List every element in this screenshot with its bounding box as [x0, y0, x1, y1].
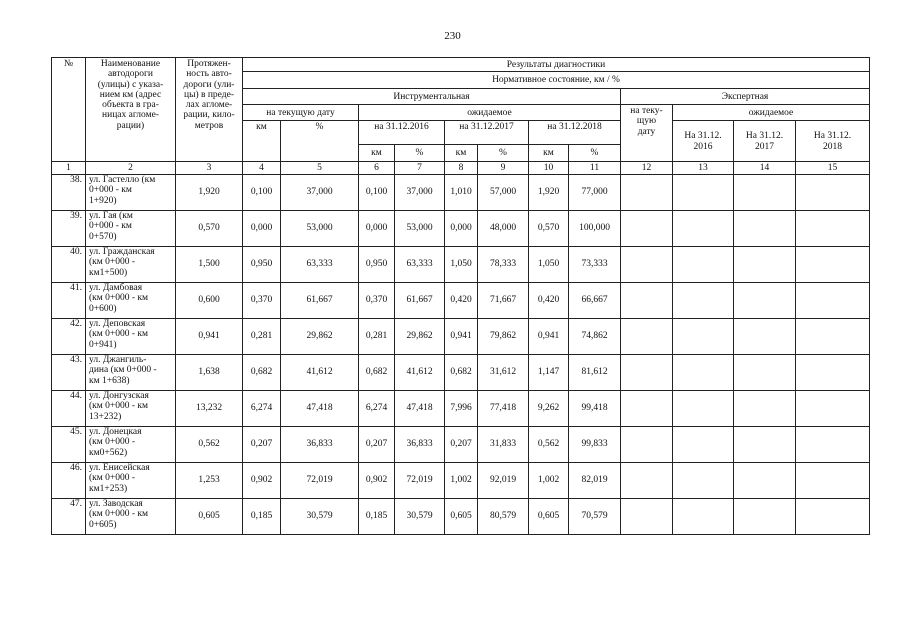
pct-2016: 41,612 — [395, 355, 445, 391]
km-current: 0,370 — [243, 283, 281, 319]
pct-2016: 72,019 — [395, 463, 445, 499]
table-row — [52, 463, 870, 499]
pct-2017: 31,833 — [478, 427, 529, 463]
column-number: 2 — [86, 162, 176, 175]
expert-2018 — [796, 355, 870, 391]
table-body — [52, 162, 870, 535]
km-2017: 0,000 — [445, 211, 478, 247]
km-2016: 0,185 — [359, 499, 395, 535]
column-number: 6 — [359, 162, 395, 175]
pct-2017: 92,019 — [478, 463, 529, 499]
expert-2016 — [673, 283, 734, 319]
km-2018: 0,570 — [529, 211, 569, 247]
road-length: 13,232 — [176, 391, 243, 427]
km-current: 0,682 — [243, 355, 281, 391]
column-number: 10 — [529, 162, 569, 175]
km-2017: 1,002 — [445, 463, 478, 499]
km-2018: 0,605 — [529, 499, 569, 535]
km-2018: 1,002 — [529, 463, 569, 499]
road-length: 1,500 — [176, 247, 243, 283]
km-current: 0,207 — [243, 427, 281, 463]
km-current: 0,902 — [243, 463, 281, 499]
table-header — [52, 58, 870, 162]
header-date-2017: на 31.12.2017 — [445, 121, 529, 145]
road-length: 0,570 — [176, 211, 243, 247]
pct-2018: 74,862 — [569, 319, 621, 355]
header-road-name: Наименование автодороги (улицы) с указа- нием км (адрес объекта в гра- ницах агломе- рации) — [86, 58, 176, 162]
header-expected: ожидаемое — [359, 105, 621, 121]
km-2018: 0,562 — [529, 427, 569, 463]
expert-2017 — [734, 211, 796, 247]
row-number: 44. — [52, 391, 86, 427]
expert-current — [621, 319, 673, 355]
road-name: ул. Гражданская (км 0+000 - км1+500) — [86, 247, 176, 283]
km-current: 0,185 — [243, 499, 281, 535]
expert-current — [621, 175, 673, 211]
pct-2018: 82,019 — [569, 463, 621, 499]
table-row — [52, 247, 870, 283]
km-2018: 0,941 — [529, 319, 569, 355]
pct-2018: 66,667 — [569, 283, 621, 319]
pct-2017: 78,333 — [478, 247, 529, 283]
expert-current — [621, 463, 673, 499]
header-date-2016: на 31.12.2016 — [359, 121, 445, 145]
header-date-2018: на 31.12.2018 — [529, 121, 621, 145]
road-length: 1,638 — [176, 355, 243, 391]
expert-2017 — [734, 427, 796, 463]
pct-2018: 77,000 — [569, 175, 621, 211]
page-number: 230 — [444, 30, 461, 42]
column-number: 11 — [569, 162, 621, 175]
table-row — [52, 391, 870, 427]
header-km-2018: км — [529, 145, 569, 162]
row-number: 41. — [52, 283, 86, 319]
km-2018: 1,050 — [529, 247, 569, 283]
road-name: ул. Заводская (км 0+000 - км 0+605) — [86, 499, 176, 535]
pct-2016: 61,667 — [395, 283, 445, 319]
pct-2016: 47,418 — [395, 391, 445, 427]
table-row — [52, 211, 870, 247]
header-instrumental: Инструментальная — [243, 89, 621, 105]
column-number: 15 — [796, 162, 870, 175]
pct-2018: 99,418 — [569, 391, 621, 427]
road-length: 1,253 — [176, 463, 243, 499]
expert-current — [621, 427, 673, 463]
header-expert-current: на теку- щую дату — [621, 105, 673, 162]
row-number: 47. — [52, 499, 86, 535]
expert-2016 — [673, 247, 734, 283]
expert-2018 — [796, 283, 870, 319]
column-number: 8 — [445, 162, 478, 175]
header-expert: Экспертная — [621, 89, 870, 105]
header-length: Протяжен- ность авто- дороги (ули- цы) в преде- лах агломе- рации, кило- метров — [176, 58, 243, 162]
km-current: 0,281 — [243, 319, 281, 355]
column-number: 3 — [176, 162, 243, 175]
expert-2017 — [734, 463, 796, 499]
km-2016: 0,370 — [359, 283, 395, 319]
header-pct-2016: % — [395, 145, 445, 162]
pct-2016: 37,000 — [395, 175, 445, 211]
expert-2018 — [796, 319, 870, 355]
expert-2017 — [734, 283, 796, 319]
row-number: 46. — [52, 463, 86, 499]
road-name: ул. Дамбовая (км 0+000 - км 0+600) — [86, 283, 176, 319]
pct-current: 47,418 — [281, 391, 359, 427]
expert-2018 — [796, 463, 870, 499]
header-current-date: на текущую дату — [243, 105, 359, 121]
row-number: 42. — [52, 319, 86, 355]
expert-2016 — [673, 211, 734, 247]
km-2016: 0,207 — [359, 427, 395, 463]
pct-2017: 48,000 — [478, 211, 529, 247]
header-km-current: км — [243, 121, 281, 162]
km-2016: 0,682 — [359, 355, 395, 391]
road-name: ул. Енисейская (км 0+000 - км1+253) — [86, 463, 176, 499]
expert-2017 — [734, 175, 796, 211]
column-number: 12 — [621, 162, 673, 175]
km-current: 0,950 — [243, 247, 281, 283]
road-length: 0,562 — [176, 427, 243, 463]
diagnostics-table — [51, 57, 870, 535]
table-row — [52, 427, 870, 463]
header-pct-current: % — [281, 121, 359, 162]
pct-2018: 99,833 — [569, 427, 621, 463]
table-row — [52, 319, 870, 355]
km-2016: 0,000 — [359, 211, 395, 247]
expert-current — [621, 355, 673, 391]
expert-2018 — [796, 175, 870, 211]
row-number: 45. — [52, 427, 86, 463]
km-2016: 0,100 — [359, 175, 395, 211]
pct-2016: 63,333 — [395, 247, 445, 283]
pct-2016: 36,833 — [395, 427, 445, 463]
road-length: 0,941 — [176, 319, 243, 355]
pct-2018: 70,579 — [569, 499, 621, 535]
header-num: № — [52, 58, 86, 162]
expert-2018 — [796, 499, 870, 535]
pct-current: 72,019 — [281, 463, 359, 499]
expert-2016 — [673, 319, 734, 355]
pct-2016: 29,862 — [395, 319, 445, 355]
expert-2016 — [673, 427, 734, 463]
header-expert-expected: ожидаемое — [673, 105, 870, 121]
km-2016: 0,950 — [359, 247, 395, 283]
road-length: 0,605 — [176, 499, 243, 535]
expert-2018 — [796, 427, 870, 463]
km-2018: 1,920 — [529, 175, 569, 211]
column-number: 5 — [281, 162, 359, 175]
pct-current: 29,862 — [281, 319, 359, 355]
header-km-2016: км — [359, 145, 395, 162]
pct-2016: 53,000 — [395, 211, 445, 247]
pct-current: 41,612 — [281, 355, 359, 391]
expert-2016 — [673, 463, 734, 499]
row-number: 43. — [52, 355, 86, 391]
expert-2016 — [673, 499, 734, 535]
expert-2018 — [796, 247, 870, 283]
km-current: 0,000 — [243, 211, 281, 247]
pct-2018: 81,612 — [569, 355, 621, 391]
expert-2016 — [673, 175, 734, 211]
expert-current — [621, 247, 673, 283]
pct-2017: 77,418 — [478, 391, 529, 427]
pct-2017: 80,579 — [478, 499, 529, 535]
pct-current: 36,833 — [281, 427, 359, 463]
pct-current: 63,333 — [281, 247, 359, 283]
header-normative: Нормативное состояние, км / % — [243, 72, 870, 89]
expert-2017 — [734, 319, 796, 355]
header-expert-2017: На 31.12. 2017 — [734, 121, 796, 162]
table-row — [52, 283, 870, 319]
header-expert-2018: На 31.12. 2018 — [796, 121, 870, 162]
pct-2017: 31,612 — [478, 355, 529, 391]
km-2017: 0,207 — [445, 427, 478, 463]
pct-current: 53,000 — [281, 211, 359, 247]
road-name: ул. Донецкая (км 0+000 - км0+562) — [86, 427, 176, 463]
expert-2017 — [734, 499, 796, 535]
table-row — [52, 175, 870, 211]
km-2016: 0,281 — [359, 319, 395, 355]
km-2017: 0,420 — [445, 283, 478, 319]
road-name: ул. Гастелло (км 0+000 - км 1+920) — [86, 175, 176, 211]
road-length: 0,600 — [176, 283, 243, 319]
road-name: ул. Гая (км 0+000 - км 0+570) — [86, 211, 176, 247]
km-current: 0,100 — [243, 175, 281, 211]
km-2018: 9,262 — [529, 391, 569, 427]
row-number: 39. — [52, 211, 86, 247]
pct-2017: 57,000 — [478, 175, 529, 211]
expert-2016 — [673, 355, 734, 391]
pct-current: 61,667 — [281, 283, 359, 319]
header-pct-2017: % — [478, 145, 529, 162]
km-2017: 1,050 — [445, 247, 478, 283]
column-number: 13 — [673, 162, 734, 175]
km-2017: 7,996 — [445, 391, 478, 427]
km-2017: 1,010 — [445, 175, 478, 211]
column-number: 4 — [243, 162, 281, 175]
pct-current: 30,579 — [281, 499, 359, 535]
expert-2018 — [796, 211, 870, 247]
expert-current — [621, 391, 673, 427]
road-name: ул. Деповская (км 0+000 - км 0+941) — [86, 319, 176, 355]
column-number: 1 — [52, 162, 86, 175]
column-number-row — [52, 162, 870, 175]
row-number: 38. — [52, 175, 86, 211]
table-row — [52, 355, 870, 391]
expert-current — [621, 499, 673, 535]
road-name: ул. Донгузская (км 0+000 - км 13+232) — [86, 391, 176, 427]
header-km-2017: км — [445, 145, 478, 162]
header-expert-2016: На 31.12. 2016 — [673, 121, 734, 162]
road-name: ул. Джангиль- дина (км 0+000 - км 1+638) — [86, 355, 176, 391]
pct-2017: 79,862 — [478, 319, 529, 355]
expert-2018 — [796, 391, 870, 427]
column-number: 9 — [478, 162, 529, 175]
expert-2017 — [734, 355, 796, 391]
km-current: 6,274 — [243, 391, 281, 427]
km-2017: 0,605 — [445, 499, 478, 535]
expert-current — [621, 211, 673, 247]
km-2017: 0,682 — [445, 355, 478, 391]
km-2016: 0,902 — [359, 463, 395, 499]
pct-2018: 73,333 — [569, 247, 621, 283]
pct-current: 37,000 — [281, 175, 359, 211]
column-number: 14 — [734, 162, 796, 175]
expert-2016 — [673, 391, 734, 427]
pct-2017: 71,667 — [478, 283, 529, 319]
header-pct-2018: % — [569, 145, 621, 162]
column-number: 7 — [395, 162, 445, 175]
header-results: Результаты диагностики — [243, 58, 870, 72]
km-2018: 1,147 — [529, 355, 569, 391]
km-2017: 0,941 — [445, 319, 478, 355]
expert-current — [621, 283, 673, 319]
row-number: 40. — [52, 247, 86, 283]
road-length: 1,920 — [176, 175, 243, 211]
pct-2018: 100,000 — [569, 211, 621, 247]
table-row — [52, 499, 870, 535]
km-2018: 0,420 — [529, 283, 569, 319]
expert-2017 — [734, 247, 796, 283]
km-2016: 6,274 — [359, 391, 395, 427]
expert-2017 — [734, 391, 796, 427]
pct-2016: 30,579 — [395, 499, 445, 535]
